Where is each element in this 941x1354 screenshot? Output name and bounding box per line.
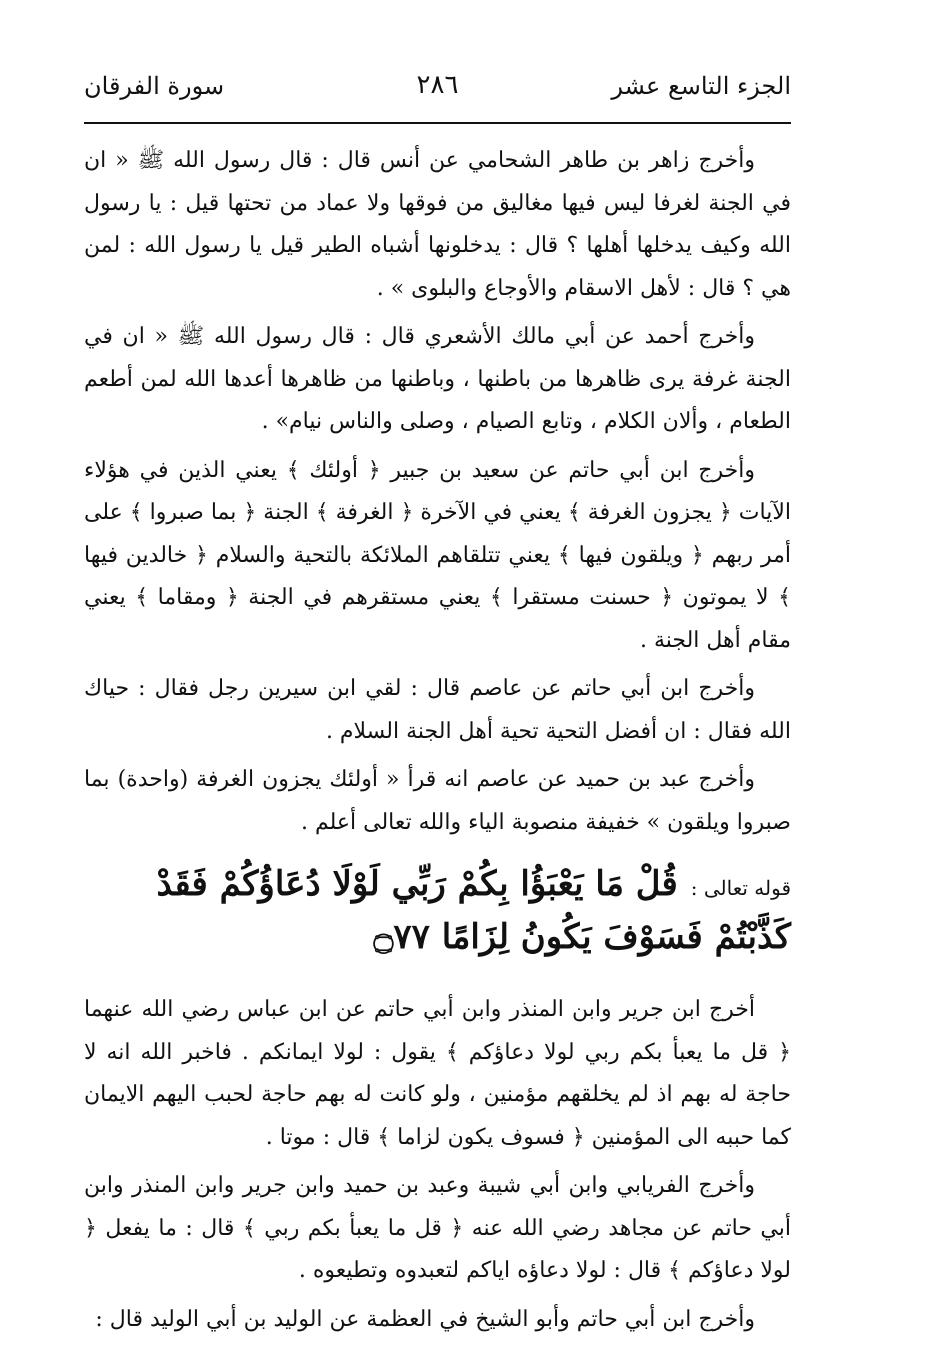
surah-title: سورة الفرقان [84,72,225,100]
verse-text: قُلْ مَا يَعْبَؤُا بِكُمْ رَبِّي لَوْلَا دُعَاؤُكُمْ فَقَدْ كَذَّبْتُمْ فَسَوْفَ يَكُونُ لِزَامًا ۝٧٧ [156,864,791,957]
paragraph-8: وأخرج ابن أبي حاتم وأبو الشيخ في العظمة عن الوليد بن أبي الوليد قال : [95,1306,755,1332]
page-number: ٢٨٦ [416,70,459,100]
quran-verse-block [84,858,791,963]
paragraph-2: وأخرج أحمد عن أبي مالك الأشعري قال : قال رسول الله ﷺ « ان في الجنة غرفة يرى ظاهرها من باطنها ، وباطنها من ظاهرها أعدها الله لمن أطعم الطعام ، وألان الكلام ، وتابع الصيام ، وصلى والناس نيام» . [84,324,791,434]
paragraph-7: وأخرج الفريابي وابن أبي شيبة وعبد بن حميد وابن جرير وابن المنذر وابن أبي حاتم عن مجاهد رضي الله عنه ﴿ قل ما يعبأ بكم ربي ﴾ قال : ما يفعل ﴿ لولا دعاؤكم ﴾ قال : لولا دعاؤه اياكم لتعبدوه وتطيعوه . [84,1173,791,1283]
paragraph-5: وأخرج عبد بن حميد عن عاصم انه قرأ « أولئك يجزون الغرفة (واحدة) بما صبروا ويلقون » خفيفة منصوبة الياء والله تعالى أعلم . [84,767,791,835]
verse-intro: قوله تعالى : [690,876,791,900]
paragraph-6: أخرج ابن جرير وابن المنذر وابن أبي حاتم عن ابن عباس رضي الله عنهما ﴿ قل ما يعبأ بكم ربي لولا دعاؤكم ﴾ يقول : لولا ايمانكم . فاخبر الله انه لا حاجة له بهم اذ لم يخلقهم مؤمنين ، ولو كانت له بهم حاجة لحبب اليهم الايمان كما حببه الى المؤمنين ﴿ فسوف يكون لزاما ﴾ قال : موتا . [84,997,791,1150]
page-body [84,140,791,1347]
paragraph-1: وأخرج زاهر بن طاهر الشحامي عن أنس قال : قال رسول الله ﷺ « ان في الجنة لغرفا ليس فيها مغاليق من فوقها ولا عماد من تحتها قيل : يا رسول الله وكيف يدخلها أهلها ؟ قال : يدخلونها أشباه الطير قيل يا رسول الله : لمن هي ؟ قال : لأهل الاسقام والأوجاع والبلوى » . [84,148,791,301]
part-title: الجزء التاسع عشر [611,72,791,100]
paragraph-3: وأخرج ابن أبي حاتم عن سعيد بن جبير ﴿ أولئك ﴾ يعني الذين في هؤلاء الآيات ﴿ يجزون الغرفة ﴾ يعني في الآخرة ﴿ الغرفة ﴾ الجنة ﴿ بما صبروا ﴾ على أمر ربهم ﴿ ويلقون فيها ﴾ يعني تتلقاهم الملائكة بالتحية والسلام ﴿ خالدين فيها ﴾ لا يموتون ﴿ حسنت مستقرا ﴾ يعني مستقرهم في الجنة ﴿ ومقاما ﴾ يعني مقام أهل الجنة . [84,457,791,653]
header-divider [84,122,791,124]
paragraph-4: وأخرج ابن أبي حاتم عن عاصم قال : لقي ابن سيرين رجل فقال : حياك الله فقال : ان أفضل التحية تحية أهل الجنة السلام . [84,676,791,744]
page-header [84,72,791,116]
